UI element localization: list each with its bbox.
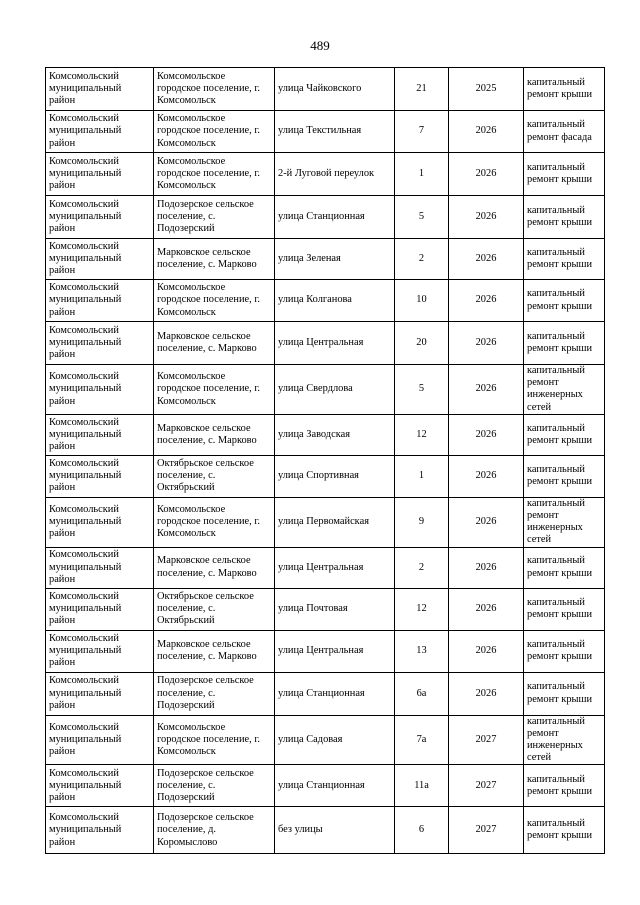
table-row (46, 414, 605, 455)
street-cell: улица Садовая (275, 715, 395, 765)
work-type-cell: капитальный ремонт крыши (524, 153, 605, 196)
page-number: 489 (310, 38, 330, 53)
street-cell: улица Центральная (275, 630, 395, 672)
year-cell: 2025 (449, 68, 524, 111)
house-number-cell: 12 (395, 588, 449, 630)
district-cell: Комсомольский муниципальный район (46, 715, 154, 765)
house-number-cell: 5 (395, 365, 449, 415)
house-number-cell: 1 (395, 153, 449, 196)
year-cell: 2026 (449, 153, 524, 196)
table-row (46, 807, 605, 854)
settlement-cell: Комсомольское городское поселение, г. Комсомольск (154, 497, 275, 547)
district-cell: Комсомольский муниципальный район (46, 547, 154, 588)
table-row (46, 715, 605, 765)
settlement-cell: Подозерское сельское поселение, с. Подозерский (154, 196, 275, 239)
table-row (46, 196, 605, 239)
district-cell: Комсомольский муниципальный район (46, 111, 154, 153)
house-number-cell: 2 (395, 547, 449, 588)
settlement-cell: Подозерское сельское поселение, с. Подозерский (154, 765, 275, 807)
street-cell: улица Центральная (275, 547, 395, 588)
table-row (46, 672, 605, 715)
work-type-cell: капитальный ремонт крыши (524, 807, 605, 854)
settlement-cell: Комсомольское городское поселение, г. Комсомольск (154, 715, 275, 765)
house-number-cell: 5 (395, 196, 449, 239)
street-cell: улица Первомайская (275, 497, 395, 547)
year-cell: 2026 (449, 365, 524, 415)
house-number-cell: 1 (395, 455, 449, 497)
street-cell: улица Станционная (275, 672, 395, 715)
house-number-cell: 13 (395, 630, 449, 672)
street-cell: улица Чайковского (275, 68, 395, 111)
settlement-cell: Подозерское сельское поселение, д. Коромыслово (154, 807, 275, 854)
street-cell: улица Свердлова (275, 365, 395, 415)
year-cell: 2026 (449, 196, 524, 239)
district-cell: Комсомольский муниципальный район (46, 765, 154, 807)
house-number-cell: 6 (395, 807, 449, 854)
street-cell: улица Текстильная (275, 111, 395, 153)
street-cell: улица Центральная (275, 322, 395, 365)
district-cell: Комсомольский муниципальный район (46, 153, 154, 196)
table-row (46, 153, 605, 196)
settlement-cell: Комсомольское городское поселение, г. Комсомольск (154, 111, 275, 153)
settlement-cell: Октябрьское сельское поселение, с. Октябрьский (154, 588, 275, 630)
settlement-cell: Марковское сельское поселение, с. Марково (154, 547, 275, 588)
house-number-cell: 9 (395, 497, 449, 547)
year-cell: 2026 (449, 588, 524, 630)
table-row (46, 280, 605, 322)
settlement-cell: Комсомольское городское поселение, г. Комсомольск (154, 365, 275, 415)
street-cell: без улицы (275, 807, 395, 854)
table-row (46, 547, 605, 588)
year-cell: 2026 (449, 414, 524, 455)
street-cell: улица Почтовая (275, 588, 395, 630)
house-number-cell: 21 (395, 68, 449, 111)
settlement-cell: Комсомольское городское поселение, г. Комсомольск (154, 280, 275, 322)
house-number-cell: 11а (395, 765, 449, 807)
year-cell: 2027 (449, 807, 524, 854)
year-cell: 2026 (449, 455, 524, 497)
district-cell: Комсомольский муниципальный район (46, 322, 154, 365)
work-type-cell: капитальный ремонт крыши (524, 547, 605, 588)
year-cell: 2026 (449, 497, 524, 547)
street-cell: улица Станционная (275, 765, 395, 807)
district-cell: Комсомольский муниципальный район (46, 365, 154, 415)
district-cell: Комсомольский муниципальный район (46, 807, 154, 854)
settlement-cell: Марковское сельское поселение, с. Марково (154, 414, 275, 455)
table-row (46, 365, 605, 415)
house-number-cell: 20 (395, 322, 449, 365)
settlement-cell: Марковское сельское поселение, с. Марково (154, 322, 275, 365)
table-row (46, 322, 605, 365)
year-cell: 2026 (449, 672, 524, 715)
district-cell: Комсомольский муниципальный район (46, 630, 154, 672)
table-row (46, 630, 605, 672)
work-type-cell: капитальный ремонт фасада (524, 111, 605, 153)
year-cell: 2027 (449, 765, 524, 807)
house-number-cell: 10 (395, 280, 449, 322)
year-cell: 2026 (449, 322, 524, 365)
year-cell: 2026 (449, 239, 524, 280)
table-row (46, 765, 605, 807)
house-number-cell: 2 (395, 239, 449, 280)
house-number-cell: 7а (395, 715, 449, 765)
house-number-cell: 7 (395, 111, 449, 153)
district-cell: Комсомольский муниципальный район (46, 196, 154, 239)
year-cell: 2026 (449, 111, 524, 153)
table-row (46, 68, 605, 111)
work-type-cell: капитальный ремонт инженерных сетей (524, 365, 605, 415)
street-cell: улица Заводская (275, 414, 395, 455)
street-cell: улица Спортивная (275, 455, 395, 497)
year-cell: 2026 (449, 280, 524, 322)
work-type-cell: капитальный ремонт крыши (524, 455, 605, 497)
settlement-cell: Подозерское сельское поселение, с. Подозерский (154, 672, 275, 715)
district-cell: Комсомольский муниципальный район (46, 672, 154, 715)
work-type-cell: капитальный ремонт крыши (524, 239, 605, 280)
street-cell: 2-й Луговой переулок (275, 153, 395, 196)
work-type-cell: капитальный ремонт крыши (524, 414, 605, 455)
district-cell: Комсомольский муниципальный район (46, 414, 154, 455)
table-row (46, 497, 605, 547)
district-cell: Комсомольский муниципальный район (46, 588, 154, 630)
district-cell: Комсомольский муниципальный район (46, 455, 154, 497)
street-cell: улица Станционная (275, 196, 395, 239)
repair-schedule-table (45, 67, 605, 854)
street-cell: улица Зеленая (275, 239, 395, 280)
work-type-cell: капитальный ремонт крыши (524, 672, 605, 715)
settlement-cell: Марковское сельское поселение, с. Марково (154, 239, 275, 280)
table-row (46, 588, 605, 630)
work-type-cell: капитальный ремонт инженерных сетей (524, 497, 605, 547)
work-type-cell: капитальный ремонт крыши (524, 196, 605, 239)
house-number-cell: 6а (395, 672, 449, 715)
district-cell: Комсомольский муниципальный район (46, 68, 154, 111)
year-cell: 2026 (449, 630, 524, 672)
table-row (46, 111, 605, 153)
table-row (46, 239, 605, 280)
work-type-cell: капитальный ремонт крыши (524, 630, 605, 672)
year-cell: 2026 (449, 547, 524, 588)
work-type-cell: капитальный ремонт крыши (524, 322, 605, 365)
settlement-cell: Октябрьское сельское поселение, с. Октябрьский (154, 455, 275, 497)
district-cell: Комсомольский муниципальный район (46, 239, 154, 280)
work-type-cell: капитальный ремонт крыши (524, 588, 605, 630)
house-number-cell: 12 (395, 414, 449, 455)
settlement-cell: Марковское сельское поселение, с. Марково (154, 630, 275, 672)
settlement-cell: Комсомольское городское поселение, г. Комсомольск (154, 153, 275, 196)
work-type-cell: капитальный ремонт крыши (524, 68, 605, 111)
year-cell: 2027 (449, 715, 524, 765)
street-cell: улица Колганова (275, 280, 395, 322)
work-type-cell: капитальный ремонт крыши (524, 280, 605, 322)
table-row (46, 455, 605, 497)
work-type-cell: капитальный ремонт крыши (524, 765, 605, 807)
district-cell: Комсомольский муниципальный район (46, 280, 154, 322)
district-cell: Комсомольский муниципальный район (46, 497, 154, 547)
settlement-cell: Комсомольское городское поселение, г. Комсомольск (154, 68, 275, 111)
work-type-cell: капитальный ремонт инженерных сетей (524, 715, 605, 765)
table-body (46, 68, 605, 854)
